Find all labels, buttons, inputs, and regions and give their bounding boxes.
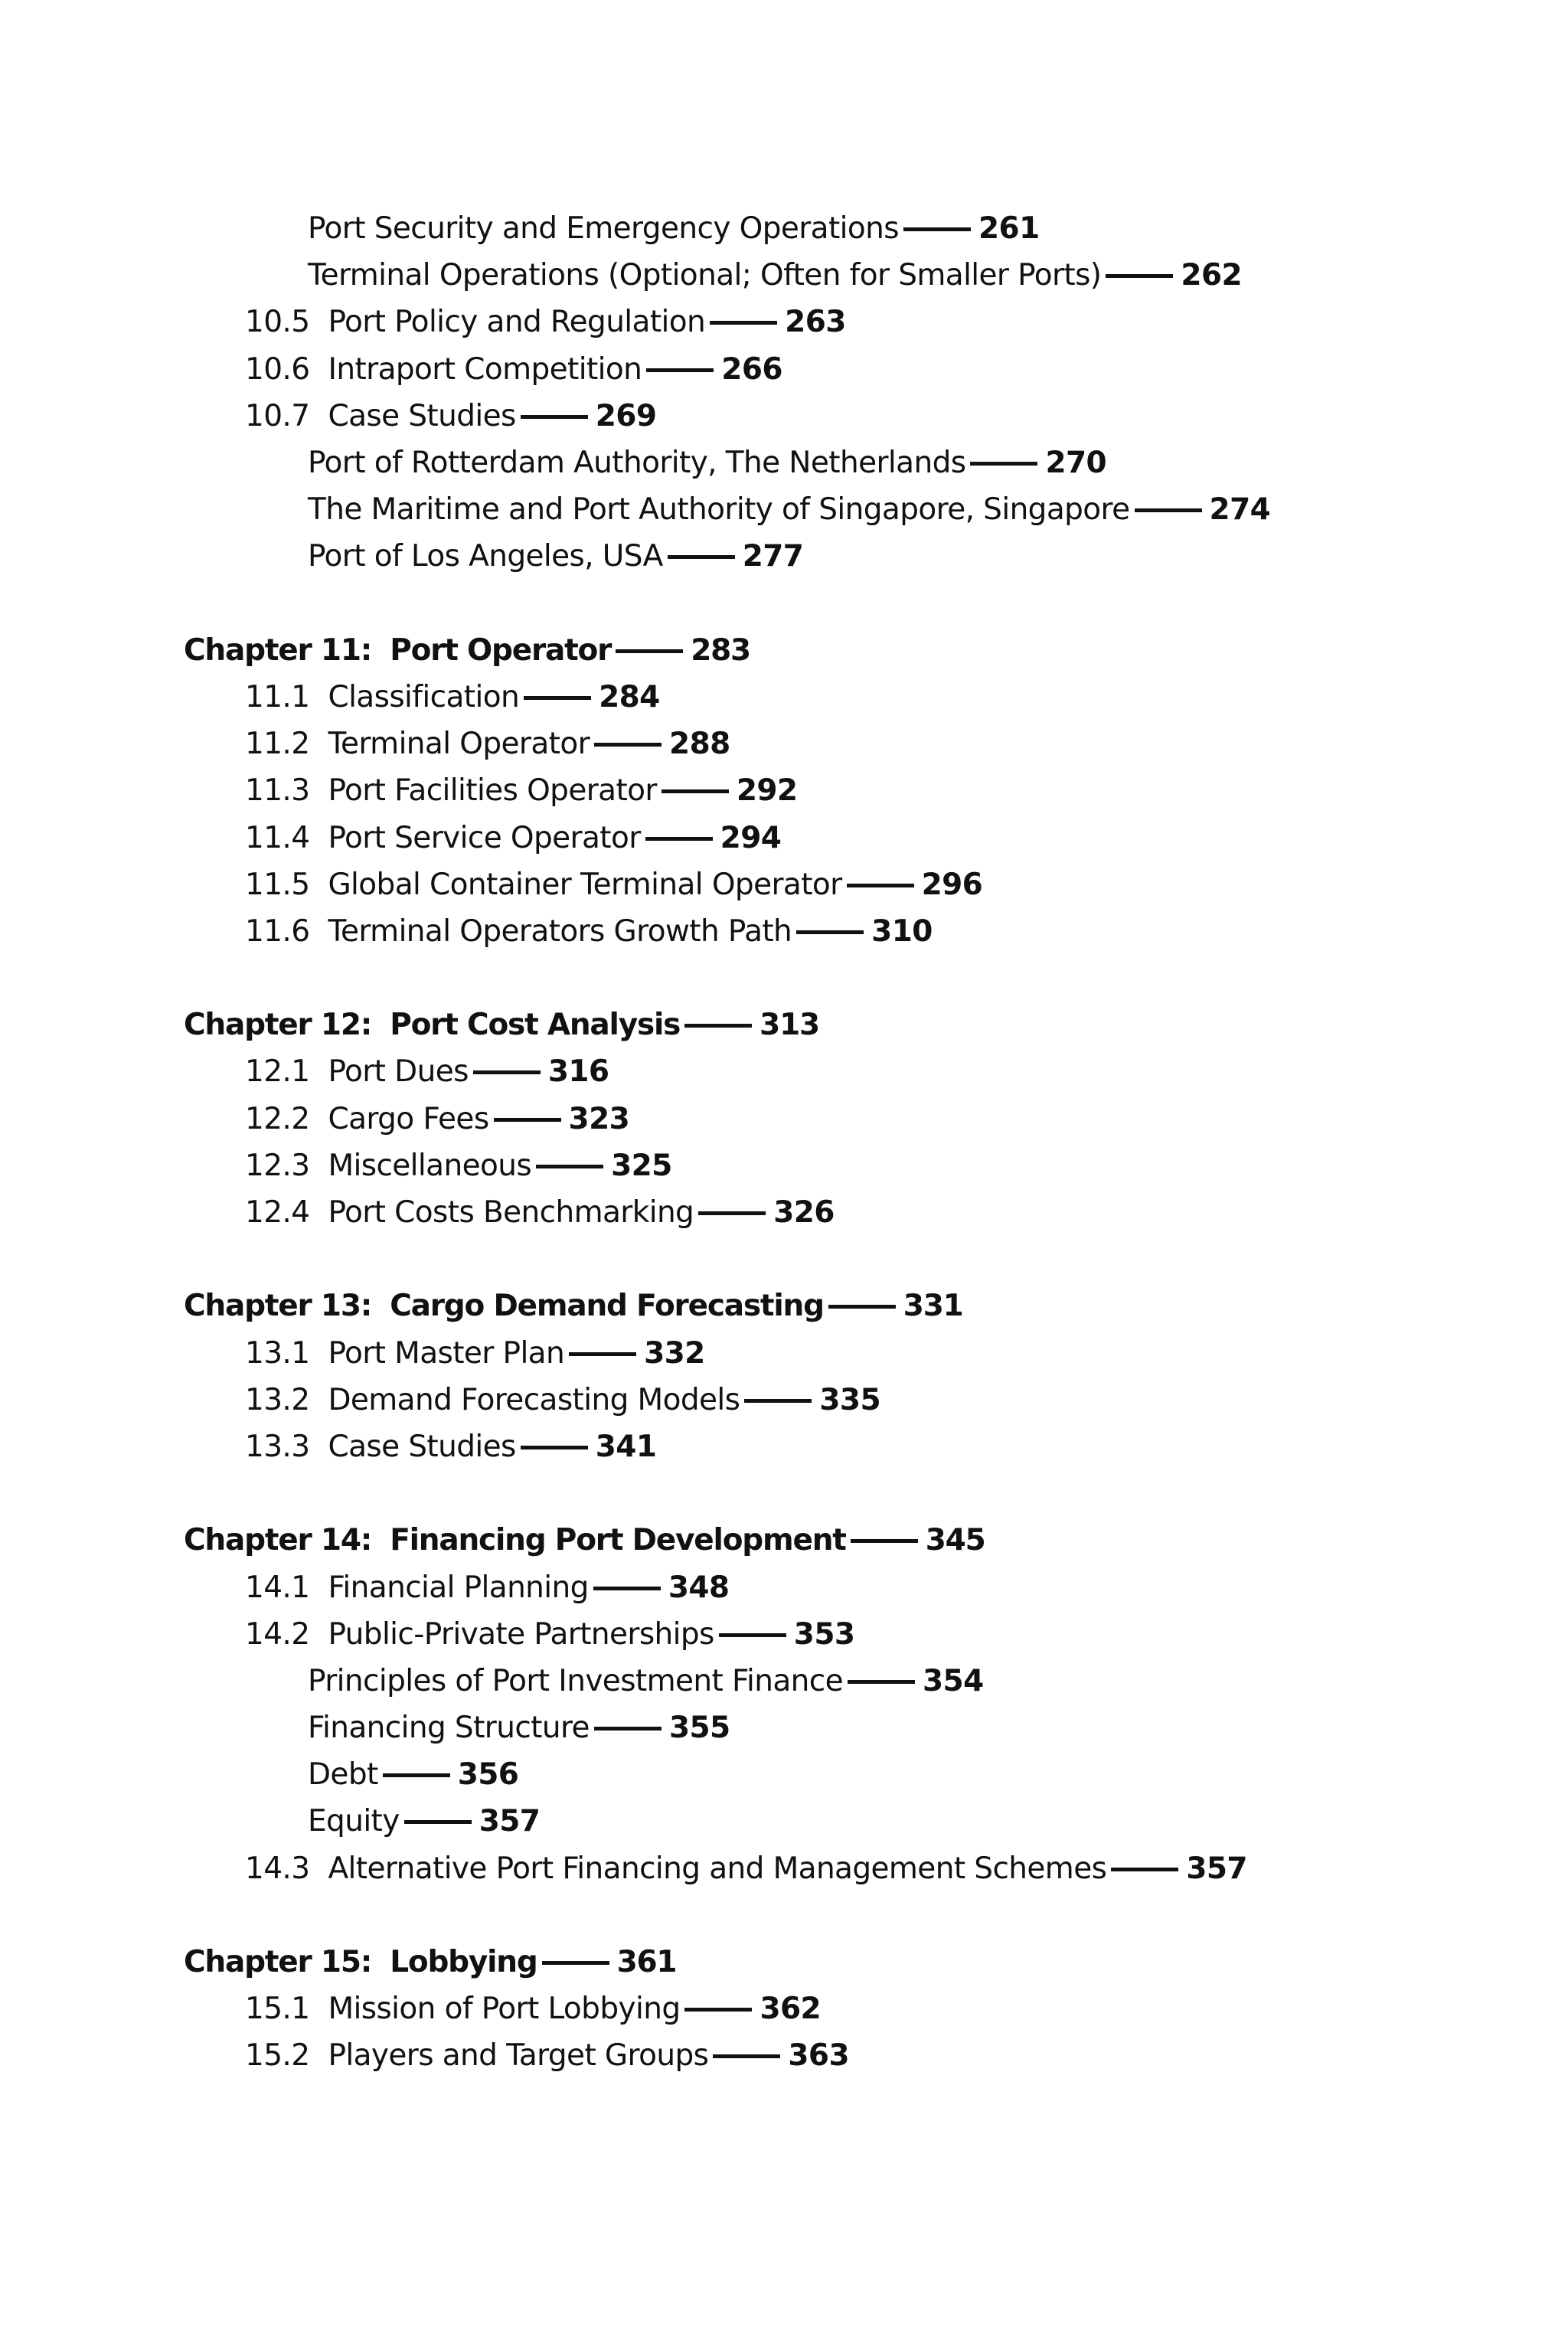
page-number: 292 bbox=[736, 773, 798, 809]
entry-title: Financing Structure bbox=[308, 1711, 590, 1746]
entry-title: Demand Forecasting Models bbox=[328, 1382, 740, 1417]
toc-section-entry[interactable] bbox=[184, 908, 1485, 955]
leader-rule bbox=[684, 1024, 752, 1028]
entry-title: Intraport Competition bbox=[328, 351, 642, 387]
leader-rule bbox=[404, 1820, 472, 1824]
page-number: 296 bbox=[921, 867, 983, 902]
leader-rule bbox=[698, 1211, 766, 1215]
section-number: 14.1 bbox=[245, 1570, 310, 1605]
section-number: 14.2 bbox=[245, 1616, 310, 1652]
section-number: 11.2 bbox=[245, 727, 310, 762]
toc-chapter-entry[interactable] bbox=[184, 1002, 1485, 1048]
page-number: 313 bbox=[760, 1008, 819, 1043]
leader-rule bbox=[851, 1539, 918, 1543]
leader-rule bbox=[848, 1680, 915, 1684]
section-spacer bbox=[184, 955, 1485, 1002]
page-number: 269 bbox=[595, 398, 657, 433]
page-number: 326 bbox=[773, 1195, 835, 1230]
section-number: 11.3 bbox=[245, 773, 310, 809]
toc-section-entry[interactable] bbox=[184, 674, 1485, 721]
page-number: 331 bbox=[903, 1289, 963, 1324]
entry-title: Alternative Port Financing and Management Schemes bbox=[328, 1851, 1107, 1886]
entry-title: Port of Rotterdam Authority, The Netherlands bbox=[308, 446, 966, 481]
page-number: 283 bbox=[691, 632, 750, 668]
leader-rule bbox=[1135, 508, 1202, 512]
toc-section-entry[interactable] bbox=[184, 814, 1485, 861]
leader-rule bbox=[594, 1727, 662, 1731]
leader-rule bbox=[646, 368, 714, 372]
entry-title: Principles of Port Investment Finance bbox=[308, 1663, 843, 1698]
entry-title: Port Facilities Operator bbox=[328, 773, 657, 809]
page-number: 355 bbox=[668, 1711, 730, 1746]
entry-title: Equity bbox=[308, 1804, 400, 1839]
toc-subsection-entry[interactable] bbox=[184, 1798, 1485, 1845]
page-number: 310 bbox=[871, 913, 933, 949]
entry-title: Lobbying bbox=[390, 1945, 537, 1980]
page-number: 274 bbox=[1209, 492, 1271, 528]
section-number: 11.4 bbox=[245, 820, 310, 855]
section-number: 13.3 bbox=[245, 1429, 310, 1464]
leader-rule bbox=[494, 1118, 561, 1122]
leader-rule bbox=[662, 789, 729, 793]
toc-section-entry[interactable] bbox=[184, 1845, 1485, 1892]
section-number: 11.6 bbox=[245, 913, 310, 949]
entry-title: Port Policy and Regulation bbox=[328, 305, 706, 340]
leader-rule bbox=[616, 649, 683, 653]
chapter-label: Chapter 15: bbox=[184, 1945, 372, 1980]
leader-rule bbox=[684, 2008, 752, 2012]
page-number: 363 bbox=[788, 2038, 849, 2074]
page-number: 262 bbox=[1181, 258, 1243, 293]
leader-rule bbox=[1111, 1868, 1178, 1871]
page-number: 357 bbox=[1186, 1851, 1247, 1886]
toc-subsection-entry[interactable] bbox=[184, 205, 1485, 252]
toc-section-entry[interactable] bbox=[184, 1330, 1485, 1377]
section-number: 13.1 bbox=[245, 1335, 310, 1371]
entry-title: Public-Private Partnerships bbox=[328, 1616, 714, 1652]
leader-rule bbox=[542, 1961, 609, 1965]
chapter-label: Chapter 14: bbox=[184, 1523, 372, 1558]
leader-rule bbox=[828, 1305, 896, 1309]
leader-rule bbox=[903, 227, 971, 231]
section-number: 13.2 bbox=[245, 1382, 310, 1417]
entry-title: Case Studies bbox=[328, 398, 516, 433]
leader-rule bbox=[383, 1773, 450, 1777]
leader-rule bbox=[645, 837, 713, 841]
section-number: 14.3 bbox=[245, 1851, 310, 1886]
page-number: 341 bbox=[595, 1429, 657, 1464]
toc-section-entry[interactable] bbox=[184, 721, 1485, 767]
toc-section-entry[interactable] bbox=[184, 2032, 1485, 2079]
toc-section-entry[interactable] bbox=[184, 1985, 1485, 2032]
page-number: 261 bbox=[978, 211, 1040, 247]
toc-section-entry[interactable] bbox=[184, 1142, 1485, 1189]
toc-subsection-entry[interactable] bbox=[184, 533, 1485, 580]
page-number: 277 bbox=[742, 539, 804, 574]
toc-section-entry[interactable] bbox=[184, 767, 1485, 814]
leader-rule bbox=[796, 930, 864, 934]
leader-rule bbox=[710, 321, 777, 325]
toc-section-entry[interactable] bbox=[184, 1048, 1485, 1095]
toc-section-entry[interactable] bbox=[184, 861, 1485, 908]
toc-chapter-entry[interactable] bbox=[184, 1283, 1485, 1329]
toc-section-entry[interactable] bbox=[184, 393, 1485, 440]
entry-title: Global Container Terminal Operator bbox=[328, 867, 842, 902]
section-spacer bbox=[184, 1470, 1485, 1517]
leader-rule bbox=[719, 1633, 786, 1637]
section-spacer bbox=[184, 1892, 1485, 1939]
entry-title: The Maritime and Port Authority of Singapore, Singapore bbox=[308, 492, 1130, 528]
leader-rule bbox=[536, 1165, 603, 1168]
entry-title: Terminal Operations (Optional; Often for Smaller Ports) bbox=[308, 258, 1102, 293]
toc-section-entry[interactable] bbox=[184, 1611, 1485, 1658]
page-number: 345 bbox=[925, 1523, 985, 1558]
page-number: 270 bbox=[1045, 446, 1107, 481]
section-number: 12.2 bbox=[245, 1101, 310, 1136]
page-number: 266 bbox=[721, 351, 782, 387]
leader-rule bbox=[744, 1399, 812, 1403]
toc-section-entry[interactable] bbox=[184, 1096, 1485, 1142]
entry-title: Financing Port Development bbox=[390, 1523, 846, 1558]
entry-title: Port Operator bbox=[390, 632, 612, 668]
toc-chapter-entry[interactable] bbox=[184, 627, 1485, 674]
toc-section-entry[interactable] bbox=[184, 1377, 1485, 1423]
toc-section-entry[interactable] bbox=[184, 346, 1485, 393]
entry-title: Players and Target Groups bbox=[328, 2038, 709, 2074]
leader-rule bbox=[473, 1070, 541, 1074]
page-number: 323 bbox=[568, 1101, 630, 1136]
section-number: 10.5 bbox=[245, 305, 310, 340]
entry-title: Classification bbox=[328, 679, 520, 714]
page-number: 348 bbox=[668, 1570, 730, 1605]
toc-subsection-entry[interactable] bbox=[184, 1658, 1485, 1704]
table-of-contents bbox=[184, 205, 1485, 2080]
leader-rule bbox=[713, 2054, 780, 2058]
section-number: 15.1 bbox=[245, 1992, 310, 2027]
page-number: 361 bbox=[616, 1945, 677, 1980]
entry-title: Port Dues bbox=[328, 1054, 469, 1090]
entry-title: Terminal Operator bbox=[328, 727, 590, 762]
toc-section-entry[interactable] bbox=[184, 299, 1485, 345]
leader-rule bbox=[521, 1446, 588, 1449]
leader-rule bbox=[668, 555, 735, 559]
page-number: 332 bbox=[644, 1335, 705, 1371]
page-number: 288 bbox=[669, 727, 730, 762]
toc-chapter-entry[interactable] bbox=[184, 1939, 1485, 1985]
toc-subsection-entry[interactable] bbox=[184, 440, 1485, 486]
toc-chapter-entry[interactable] bbox=[184, 1517, 1485, 1564]
toc-subsection-entry[interactable] bbox=[184, 486, 1485, 533]
toc-section-entry[interactable] bbox=[184, 1189, 1485, 1236]
toc-section-entry[interactable] bbox=[184, 1423, 1485, 1470]
entry-title: Case Studies bbox=[328, 1429, 516, 1464]
leader-rule bbox=[521, 415, 588, 419]
leader-rule bbox=[970, 462, 1037, 466]
entry-title: Miscellaneous bbox=[328, 1148, 532, 1183]
toc-subsection-entry[interactable] bbox=[184, 1751, 1485, 1798]
entry-title: Mission of Port Lobbying bbox=[328, 1992, 681, 2027]
page-number: 362 bbox=[760, 1992, 822, 2027]
section-spacer bbox=[184, 1236, 1485, 1283]
page-number: 325 bbox=[611, 1148, 672, 1183]
section-number: 12.1 bbox=[245, 1054, 310, 1090]
leader-rule bbox=[847, 884, 914, 887]
section-number: 10.7 bbox=[245, 398, 310, 433]
page-number: 354 bbox=[923, 1663, 984, 1698]
page-number: 294 bbox=[720, 820, 782, 855]
section-number: 11.1 bbox=[245, 679, 310, 714]
section-number: 10.6 bbox=[245, 351, 310, 387]
entry-title: Cargo Demand Forecasting bbox=[390, 1289, 824, 1324]
toc-section-entry[interactable] bbox=[184, 1564, 1485, 1610]
entry-title: Terminal Operators Growth Path bbox=[328, 913, 792, 949]
leader-rule bbox=[593, 1587, 661, 1590]
entry-title: Port of Los Angeles, USA bbox=[308, 539, 663, 574]
chapter-label: Chapter 13: bbox=[184, 1289, 372, 1324]
section-spacer bbox=[184, 580, 1485, 627]
page-number: 357 bbox=[479, 1804, 541, 1839]
leader-rule bbox=[569, 1352, 636, 1356]
entry-title: Debt bbox=[308, 1757, 378, 1793]
entry-title: Port Service Operator bbox=[328, 820, 641, 855]
leader-rule bbox=[524, 696, 591, 700]
page-number: 263 bbox=[785, 305, 846, 340]
page-number: 284 bbox=[599, 679, 660, 714]
section-number: 12.4 bbox=[245, 1195, 310, 1230]
page-number: 335 bbox=[819, 1382, 880, 1417]
leader-rule bbox=[594, 743, 662, 747]
toc-subsection-entry[interactable] bbox=[184, 1704, 1485, 1751]
chapter-label: Chapter 11: bbox=[184, 632, 372, 668]
page-number: 353 bbox=[793, 1616, 855, 1652]
section-number: 11.5 bbox=[245, 867, 310, 902]
section-number: 15.2 bbox=[245, 2038, 310, 2074]
page-number: 356 bbox=[457, 1757, 519, 1793]
section-number: 12.3 bbox=[245, 1148, 310, 1183]
entry-title: Port Cost Analysis bbox=[390, 1008, 681, 1043]
page-number: 316 bbox=[547, 1054, 609, 1090]
leader-rule bbox=[1106, 274, 1173, 278]
entry-title: Cargo Fees bbox=[328, 1101, 489, 1136]
toc-subsection-entry[interactable] bbox=[184, 252, 1485, 299]
entry-title: Port Security and Emergency Operations bbox=[308, 211, 899, 247]
entry-title: Financial Planning bbox=[328, 1570, 589, 1605]
entry-title: Port Master Plan bbox=[328, 1335, 565, 1371]
chapter-label: Chapter 12: bbox=[184, 1008, 372, 1043]
entry-title: Port Costs Benchmarking bbox=[328, 1195, 694, 1230]
